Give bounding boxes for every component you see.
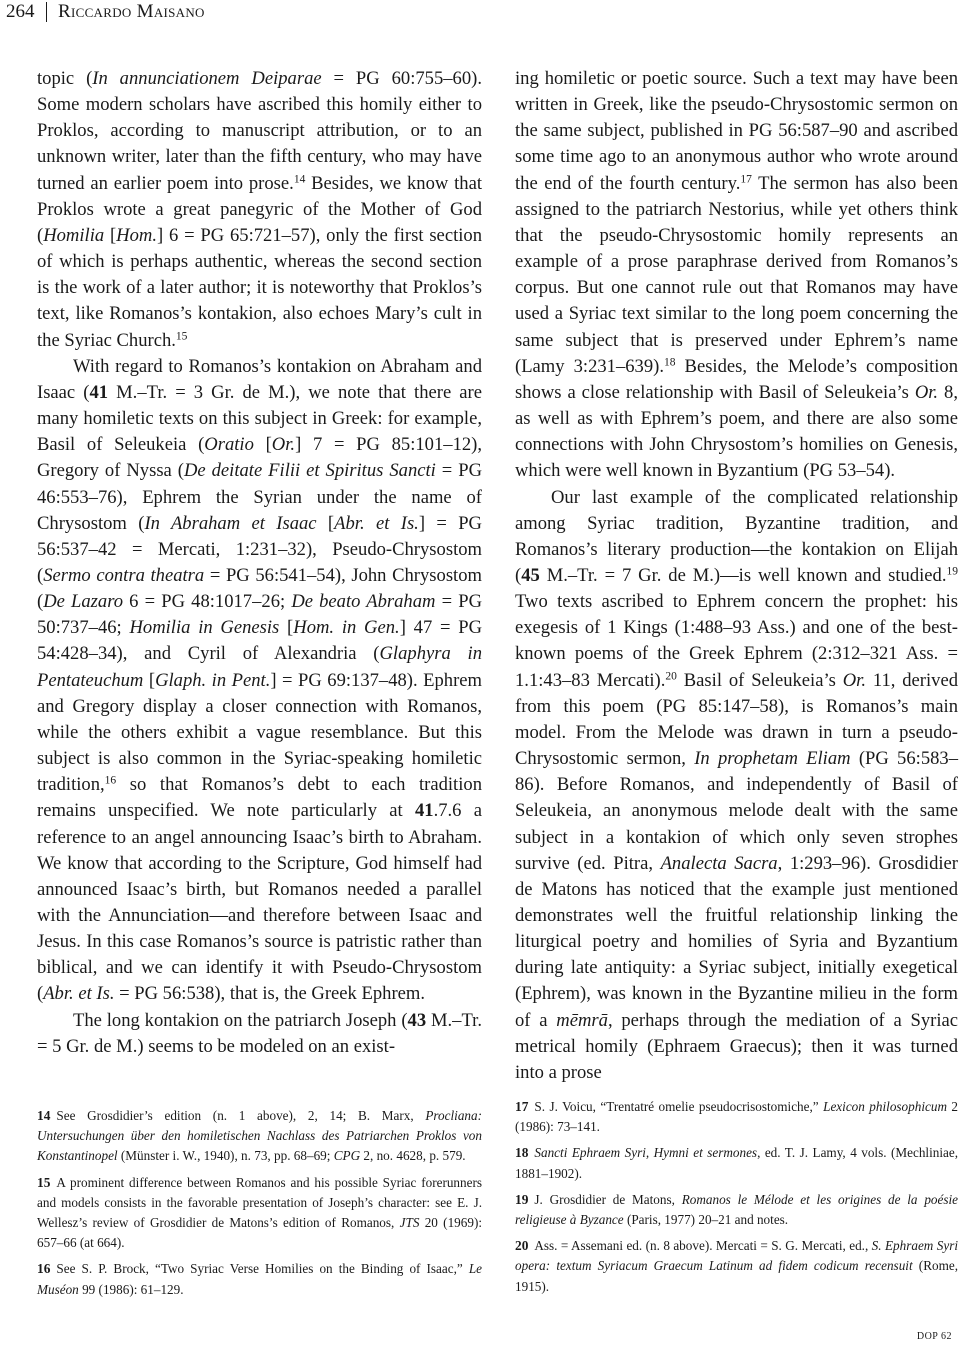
footnote-number: 14 bbox=[37, 1108, 51, 1123]
footnote: 20 Ass. = Assemani ed. (n. 8 above). Mercati = S. G. Mercati, ed., S. Ephraem Syri opera: textum Syriacum Graecum Latinum ad fidem codicum recensuit (Rome, 1915). bbox=[515, 1238, 958, 1294]
footnote: 14 See Grosdidier’s edition (n. 1 above), 2, 14; B. Marx, Procliana: Untersuchungen über den homiletischen Nachlass des Patriarchen Proklos von Konstantinopel (Münster i. W., 1940), n. 73, pp. 68–69; CPG 2, no. 4628, p. 579. bbox=[37, 1108, 482, 1164]
italic-text: De deitate Filii et Spiritus Sancti bbox=[183, 460, 436, 482]
italic-text: Hom. in Gen. bbox=[293, 617, 400, 639]
italic-text: Hom. bbox=[116, 224, 157, 246]
footnote-ref: 14 bbox=[293, 173, 306, 186]
footnote-number: 15 bbox=[37, 1174, 51, 1190]
italic-text: Or. bbox=[914, 381, 939, 403]
right-text-column bbox=[515, 66, 958, 1086]
italic-text: Procliana: Untersuchungen über den homiletischen Nachlass des Patriarchen Proklos von Konstantinopel bbox=[37, 1108, 482, 1164]
page-number: 264 bbox=[6, 1, 35, 22]
footnote-number: 20 bbox=[515, 1238, 529, 1254]
italic-text: Glaph. in Pent. bbox=[155, 669, 271, 691]
footnote-ref: 15 bbox=[175, 330, 188, 343]
footnotes-right bbox=[515, 1097, 958, 1303]
italic-text: Romanos le Mélode et les origines de la poésie religieuse à Byzance bbox=[515, 1191, 959, 1228]
footnote-ref: 18 bbox=[663, 356, 676, 369]
body-paragraph: The long kontakion on the patriarch Joseph (43 M.–Tr. = 5 Gr. de M.) seems to be modeled on an exist- bbox=[37, 1009, 482, 1057]
footnote: 16 See S. P. Brock, “Two Syriac Verse Homilies on the Binding of Isaac,” Le Muséon 99 (1986): 61–129. bbox=[37, 1261, 482, 1297]
body-paragraph: With regard to Romanos’s kontakion on Abraham and Isaac (41 M.–Tr. = 3 Gr. de M.), we note that there are many homiletic texts on this subject in Greek: for example, Basil of Seleukeia (Oratio [Or.] 7 = PG 85:101–12), Gregory of Nyssa (De deitate Filii et Spiritus Sancti = PG 46:553–76), Ephrem the Syrian under the name of Chrysostom (In Abraham et Isaac [Abr. et Is.] = PG 56:537–42 = Mercati, 1:231–32), Pseudo-Chrysostom (Sermo contra theatra = PG 56:541–54), John Chrysostom (De Lazaro 6 = PG 48:1017–26; De beato Abraham = PG 50:737–46; Homilia in Genesis [Hom. in Gen.] 47 = PG 54:428–34), and Cyril of Alexandria (Glaphyra in Pentateuchum [Glaph. in Pent.] = PG 69:137–48). Ephrem and Gregory display a closer connection with Romanos, while the others exhibit a vague resemblance. But this subject is also common in the Syriac-speaking homiletic tradition,$^{16}$ so that Romanos’s debt to each tradition remains unspecified. We note particularly at 41.7.6 a reference to an angel announcing Isaac’s birth to Abraham. We know that according to the Scripture, God himself had announced Isaac’s birth, but Romanos needed a parallel with the Annunciation—and therefore between Isaac and Jesus. In this case Romanos’s source is patristic rather than biblical, and we can identify it with Pseudo-Chrysostom (Abr. et Is. = PG 56:538), that is, the Greek Ephrem. bbox=[37, 355, 483, 1005]
left-text-column bbox=[37, 66, 482, 1060]
italic-text: mēmrā bbox=[556, 1009, 608, 1031]
footnote-number: 17 bbox=[515, 1099, 529, 1114]
italic-text: Homilia bbox=[43, 224, 105, 246]
italic-text: In Abraham et Isaac bbox=[144, 512, 317, 534]
footnote-ref: 20 bbox=[665, 670, 677, 683]
body-paragraph: Our last example of the complicated relationship among Syriac tradition, Byzantine tradition, and Romanos’s literary production—the kontakion on Elijah (45 M.–Tr. = 7 Gr. de M.)—is well known and studied.$^{19}$ Two texts ascribed to Ephrem concern the prophet: his exegesis of 1 Kings (1:488–93 Ass.) and one of the best-known poems of the Greek Ephrem (2:312–321 Ass. = 1.1:43–83 Mercati).$^{20}$ Basil of Seleukeia’s Or. 11, derived from this poem (PG 85:147–58), is Romanos’s main model. From the Melode was drawn in turn a pseudo-Chrysostomic sermon, In prophetam Eliam (PG 56:583–86). Before Romanos, and independently of Basil of Seleukeia, an anonymous melode dealt with the same subject in a kontakion of which only seven strophes survive (ed. Pitra, Analecta Sacra, 1:293–96). Grosdidier de Matons has noticed that the example just mentioned demonstrates well the fruitful relationship linking the liturgical poetry and homilies of Syria and Byzantium during late antiquity: a Syriac subject, initially exegetical (Ephrem), was known in the Byzantine milieu in the form of a mēmrā, perhaps through the mediation of a Syriac metrical homily (Ephraem Graecus); then it was turned into a prose bbox=[515, 486, 959, 1083]
footnote: 18 Sancti Ephraem Syri, Hymni et sermones, ed. T. J. Lamy, 4 vols. (Mechliniae, 1881–1902). bbox=[515, 1145, 959, 1181]
kontakion-number: 41 bbox=[89, 381, 109, 403]
italic-text: Analecta Sacra bbox=[660, 852, 778, 874]
footnote: 19 J. Grosdidier de Matons, Romanos le Mélode et les origines de la poésie religieuse à Byzance (Paris, 1977) 20–21 and notes. bbox=[515, 1191, 959, 1228]
italic-text: Abr. et Is. bbox=[334, 512, 419, 534]
italic-text: Le Muséon bbox=[37, 1261, 482, 1297]
italic-text: Or. bbox=[842, 669, 866, 691]
italic-text: JTS bbox=[399, 1215, 420, 1231]
footnote-ref: 19 bbox=[946, 565, 958, 578]
footnote-number: 16 bbox=[37, 1261, 51, 1277]
kontakion-number: 41 bbox=[414, 800, 434, 822]
header-divider bbox=[46, 2, 47, 22]
footnote-ref: 16 bbox=[104, 774, 117, 787]
italic-text: Homilia in Genesis bbox=[129, 617, 280, 639]
italic-text: Abr. et Is. bbox=[43, 983, 115, 1005]
body-paragraph: ing homiletic or poetic source. Such a text may have been written in Greek, like the pseudo-Chrysostomic sermon on the same subject, published in PG 56:587–90 and ascribed some time ago to an anonymous author who wrote around the end of the fourth century.$^{17}$ The sermon has also been assigned to the patriarch Nestorius, while yet others think that the pseudo-Chrysostomic homily represents an example of a prose paraphrase derived from Romanos’s corpus. But one cannot rule out that Romanos may have used a Syriac text similar to the long poem concerning the same subject that is preserved under Ephrem’s name (Lamy 3:231–639).$^{18}$ Besides, the Melode’s composition shows a close relationship with Basil of Seleukeia’s Or. 8, as well as with Ephrem’s poem, and there are also some connections with John Chrysostom’s homilies on Genesis, which were well known in Byzantium (PG 53–54). bbox=[515, 68, 958, 482]
italic-text: De beato Abraham bbox=[291, 591, 436, 613]
footnotes-left bbox=[37, 1106, 482, 1306]
italic-text: De Lazaro bbox=[43, 591, 124, 613]
running-head-author: Riccardo Maisano bbox=[58, 1, 205, 22]
italic-text: Or. bbox=[271, 434, 296, 456]
italic-text: Sermo contra theatra bbox=[43, 564, 205, 586]
italic-text: Sancti Ephraem Syri, Hymni et sermones bbox=[534, 1145, 758, 1161]
kontakion-number: 43 bbox=[407, 1009, 427, 1031]
italic-text: Glaphyra in Pentateuchum bbox=[37, 643, 482, 691]
footnote-ref: 17 bbox=[740, 173, 752, 186]
italic-text: CPG bbox=[333, 1148, 361, 1164]
footnote-number: 18 bbox=[515, 1145, 529, 1161]
italic-text: S. Ephraem Syri opera: textum Syriacum Graecum Latinum ad fidem codicum recensuit bbox=[515, 1238, 958, 1274]
footnote-number: 19 bbox=[515, 1191, 529, 1207]
running-header bbox=[0, 0, 960, 28]
body-paragraph: topic (In annunciationem Deiparae = PG 60:755–60). Some modern scholars have ascribed this homily either to Proklos, according to manuscript attribution, or to an unknown writer, later than the fifth century, who may have turned an earlier poem into prose.$^{14}$ Besides, we know that Proklos wrote a great panegyric of the Mother of God (Homilia [Hom.] 6 = PG 65:721–57), only the first section of which is perhaps authentic, whereas the second section is the work of a later author; it is noteworthy that Proklos’s text, like Romanos’s kontakion, also echoes Mary’s cult in the Syriac Church.$^{15}$ bbox=[37, 68, 482, 351]
italic-text: Oratio bbox=[204, 434, 254, 456]
journal-code: DOP 62 bbox=[916, 1331, 952, 1342]
italic-text: Lexicon philosophicum bbox=[823, 1099, 947, 1114]
footnote: 17 S. J. Voicu, “Trentatré omelie pseudocrisostomiche,” Lexicon philosophicum 2 (1986): 73–141. bbox=[515, 1099, 959, 1135]
footnote: 15 A prominent difference between Romanos and his possible Syriac forerunners and models consists in the favorable presentation of Joseph’s character: see E. J. Wellesz’s review of Grosdidier de Matons’s edition of Romanos, JTS 20 (1969): 657–66 (at 664). bbox=[37, 1174, 482, 1251]
kontakion-number: 45 bbox=[521, 564, 540, 586]
italic-text: In prophetam Eliam bbox=[694, 748, 851, 770]
italic-text: In annunciationem Deiparae bbox=[92, 68, 322, 89]
